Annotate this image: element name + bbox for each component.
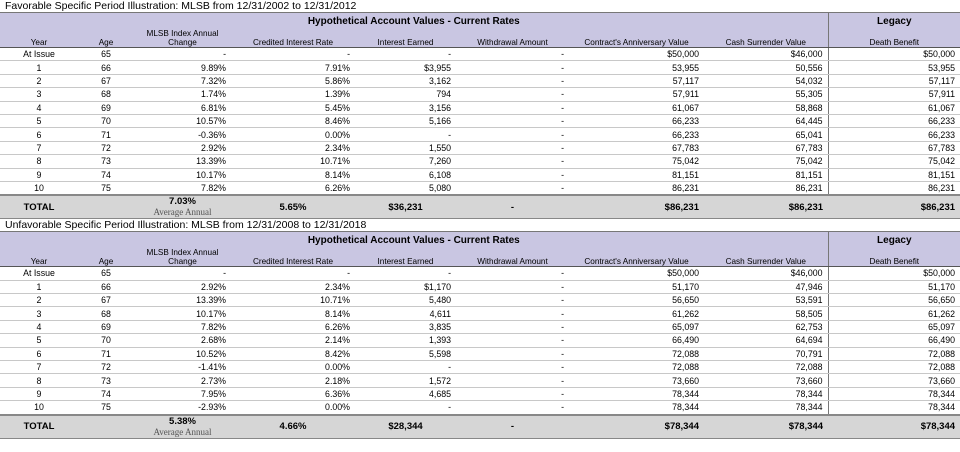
cell-age: 71 xyxy=(78,128,134,141)
illustration-section xyxy=(0,219,960,438)
cell-anniversary-value: 67,783 xyxy=(569,141,704,154)
cell-anniversary-value: $50,000 xyxy=(569,267,704,280)
col-header-index-change: MLSB Index Annual Change xyxy=(134,30,231,48)
total-cash-surrender: $78,344 xyxy=(704,415,828,439)
cell-anniversary-value: 78,344 xyxy=(569,401,704,415)
cell-cash-surrender: 81,151 xyxy=(704,168,828,181)
cell-withdrawal: - xyxy=(456,168,569,181)
cell-withdrawal: - xyxy=(456,347,569,360)
cell-index-change: 7.82% xyxy=(134,320,231,333)
cell-interest-earned: - xyxy=(355,267,456,280)
cell-interest-earned: 3,835 xyxy=(355,320,456,333)
total-anniversary-value: $78,344 xyxy=(569,415,704,439)
cell-death-benefit: $50,000 xyxy=(828,267,960,280)
illustration-table xyxy=(0,231,960,438)
cell-cash-surrender: $46,000 xyxy=(704,267,828,280)
cell-credited-rate: 8.46% xyxy=(231,114,355,127)
cell-age: 68 xyxy=(78,307,134,320)
cell-credited-rate: 6.36% xyxy=(231,387,355,400)
cell-credited-rate: 7.91% xyxy=(231,61,355,74)
group-header: Hypothetical Account Values - Current Rates xyxy=(0,232,828,250)
cell-anniversary-value: 61,262 xyxy=(569,307,704,320)
cell-credited-rate: - xyxy=(231,267,355,280)
cell-index-change: 7.32% xyxy=(134,74,231,87)
cell-interest-earned: - xyxy=(355,128,456,141)
cell-anniversary-value: 57,117 xyxy=(569,74,704,87)
cell-withdrawal: - xyxy=(456,74,569,87)
cell-cash-surrender: 78,344 xyxy=(704,387,828,400)
cell-anniversary-value: 75,042 xyxy=(569,155,704,168)
cell-index-change: 7.82% xyxy=(134,181,231,195)
cell-interest-earned: 1,550 xyxy=(355,141,456,154)
table-row xyxy=(0,401,960,415)
cell-index-change: -0.36% xyxy=(134,128,231,141)
col-header-interest-earned: Interest Earned xyxy=(355,30,456,48)
cell-index-change: -2.93% xyxy=(134,401,231,415)
total-death-benefit: $86,231 xyxy=(828,195,960,219)
cell-year: At Issue xyxy=(0,267,78,280)
total-withdrawal: - xyxy=(456,415,569,439)
table-row xyxy=(0,320,960,333)
table-row xyxy=(0,155,960,168)
cell-anniversary-value: 72,088 xyxy=(569,347,704,360)
col-header-interest-earned: Interest Earned xyxy=(355,249,456,267)
col-header-withdrawal: Withdrawal Amount xyxy=(456,249,569,267)
cell-year: 5 xyxy=(0,334,78,347)
cell-year: 9 xyxy=(0,387,78,400)
table-row xyxy=(0,74,960,87)
cell-age: 70 xyxy=(78,334,134,347)
total-credited-rate: 5.65% xyxy=(231,195,355,219)
cell-withdrawal: - xyxy=(456,280,569,293)
cell-age: 73 xyxy=(78,155,134,168)
cell-anniversary-value: 66,490 xyxy=(569,334,704,347)
cell-death-benefit: 73,660 xyxy=(828,374,960,387)
cell-death-benefit: 86,231 xyxy=(828,181,960,195)
cell-age: 75 xyxy=(78,181,134,195)
cell-interest-earned: 4,685 xyxy=(355,387,456,400)
cell-credited-rate: 0.00% xyxy=(231,361,355,374)
cell-death-benefit: 72,088 xyxy=(828,347,960,360)
cell-death-benefit: 66,233 xyxy=(828,114,960,127)
table-row xyxy=(0,128,960,141)
cell-cash-surrender: 55,305 xyxy=(704,88,828,101)
total-withdrawal: - xyxy=(456,195,569,219)
cell-death-benefit: 56,650 xyxy=(828,294,960,307)
total-index-value: 7.03% xyxy=(169,196,196,208)
table-row xyxy=(0,101,960,114)
group-header: Hypothetical Account Values - Current Rates xyxy=(0,13,828,31)
table-row xyxy=(0,181,960,195)
cell-index-change: 2.92% xyxy=(134,280,231,293)
cell-index-change: 7.95% xyxy=(134,387,231,400)
cell-death-benefit: 72,088 xyxy=(828,361,960,374)
total-index-value: 5.38% xyxy=(169,415,196,427)
cell-cash-surrender: 58,505 xyxy=(704,307,828,320)
col-header-anniversary-value: Contract's Anniversary Value xyxy=(569,249,704,267)
cell-cash-surrender: 64,694 xyxy=(704,334,828,347)
cell-interest-earned: 3,156 xyxy=(355,101,456,114)
cell-interest-earned: 5,080 xyxy=(355,181,456,195)
cell-credited-rate: 2.34% xyxy=(231,141,355,154)
cell-index-change: - xyxy=(134,48,231,61)
cell-credited-rate: 5.86% xyxy=(231,74,355,87)
table-row xyxy=(0,294,960,307)
cell-death-benefit: 66,233 xyxy=(828,128,960,141)
cell-withdrawal: - xyxy=(456,267,569,280)
col-header-year: Year xyxy=(0,249,78,267)
illustration-table xyxy=(0,12,960,219)
cell-year: 8 xyxy=(0,374,78,387)
cell-age: 72 xyxy=(78,141,134,154)
cell-cash-surrender: 64,445 xyxy=(704,114,828,127)
cell-cash-surrender: 58,868 xyxy=(704,101,828,114)
cell-year: At Issue xyxy=(0,48,78,61)
cell-index-change: 2.73% xyxy=(134,374,231,387)
cell-interest-earned: 4,611 xyxy=(355,307,456,320)
cell-credited-rate: 2.14% xyxy=(231,334,355,347)
col-header-year: Year xyxy=(0,30,78,48)
cell-index-change: 1.74% xyxy=(134,88,231,101)
legacy-header: Legacy xyxy=(828,13,960,31)
cell-year: 1 xyxy=(0,280,78,293)
cell-anniversary-value: 72,088 xyxy=(569,361,704,374)
table-row xyxy=(0,347,960,360)
cell-withdrawal: - xyxy=(456,294,569,307)
cell-index-change: 2.92% xyxy=(134,141,231,154)
cell-interest-earned: - xyxy=(355,361,456,374)
cell-cash-surrender: 72,088 xyxy=(704,361,828,374)
cell-year: 2 xyxy=(0,294,78,307)
cell-year: 7 xyxy=(0,141,78,154)
cell-death-benefit: 75,042 xyxy=(828,155,960,168)
cell-anniversary-value: 53,955 xyxy=(569,61,704,74)
col-header-credited-rate: Credited Interest Rate xyxy=(231,249,355,267)
cell-cash-surrender: 65,041 xyxy=(704,128,828,141)
cell-year: 10 xyxy=(0,401,78,415)
cell-age: 66 xyxy=(78,61,134,74)
cell-withdrawal: - xyxy=(456,101,569,114)
cell-anniversary-value: 61,067 xyxy=(569,101,704,114)
cell-credited-rate: 8.14% xyxy=(231,307,355,320)
cell-interest-earned: 5,598 xyxy=(355,347,456,360)
cell-death-benefit: 61,262 xyxy=(828,307,960,320)
cell-withdrawal: - xyxy=(456,307,569,320)
cell-age: 74 xyxy=(78,168,134,181)
cell-withdrawal: - xyxy=(456,128,569,141)
cell-credited-rate: 0.00% xyxy=(231,401,355,415)
cell-credited-rate: 0.00% xyxy=(231,128,355,141)
cell-withdrawal: - xyxy=(456,374,569,387)
cell-anniversary-value: 56,650 xyxy=(569,294,704,307)
total-death-benefit: $78,344 xyxy=(828,415,960,439)
cell-age: 74 xyxy=(78,387,134,400)
cell-credited-rate: - xyxy=(231,48,355,61)
cell-year: 4 xyxy=(0,101,78,114)
cell-cash-surrender: 47,946 xyxy=(704,280,828,293)
cell-credited-rate: 5.45% xyxy=(231,101,355,114)
cell-age: 73 xyxy=(78,374,134,387)
cell-cash-surrender: 73,660 xyxy=(704,374,828,387)
cell-index-change: - xyxy=(134,267,231,280)
cell-interest-earned: 5,166 xyxy=(355,114,456,127)
cell-index-change: 2.68% xyxy=(134,334,231,347)
cell-death-benefit: 66,490 xyxy=(828,334,960,347)
table-row xyxy=(0,61,960,74)
cell-age: 70 xyxy=(78,114,134,127)
col-header-withdrawal: Withdrawal Amount xyxy=(456,30,569,48)
cell-credited-rate: 1.39% xyxy=(231,88,355,101)
cell-death-benefit: 67,783 xyxy=(828,141,960,154)
cell-credited-rate: 6.26% xyxy=(231,320,355,333)
cell-age: 72 xyxy=(78,361,134,374)
section-title: Favorable Specific Period Illustration: MLSB from 12/31/2002 to 12/31/2012 xyxy=(5,0,357,12)
col-header-index-change: MLSB Index Annual Change xyxy=(134,249,231,267)
cell-death-benefit: 57,911 xyxy=(828,88,960,101)
cell-cash-surrender: 75,042 xyxy=(704,155,828,168)
total-age xyxy=(78,195,134,219)
col-header-cash-surrender: Cash Surrender Value xyxy=(704,30,828,48)
total-index-sub: Average Annual xyxy=(153,426,212,437)
cell-year: 5 xyxy=(0,114,78,127)
cell-index-change: -1.41% xyxy=(134,361,231,374)
cell-index-change: 10.17% xyxy=(134,307,231,320)
cell-interest-earned: 794 xyxy=(355,88,456,101)
cell-age: 68 xyxy=(78,88,134,101)
cell-death-benefit: 61,067 xyxy=(828,101,960,114)
cell-withdrawal: - xyxy=(456,181,569,195)
cell-interest-earned: - xyxy=(355,48,456,61)
cell-index-change: 13.39% xyxy=(134,155,231,168)
cell-index-change: 6.81% xyxy=(134,101,231,114)
cell-index-change: 13.39% xyxy=(134,294,231,307)
col-header-death-benefit: Death Benefit xyxy=(828,249,960,267)
cell-year: 3 xyxy=(0,88,78,101)
table-row xyxy=(0,307,960,320)
col-header-anniversary-value: Contract's Anniversary Value xyxy=(569,30,704,48)
cell-withdrawal: - xyxy=(456,141,569,154)
cell-withdrawal: - xyxy=(456,334,569,347)
total-index-change xyxy=(134,415,231,439)
table-row xyxy=(0,48,960,61)
total-interest-earned: $28,344 xyxy=(355,415,456,439)
table-row xyxy=(0,361,960,374)
total-cash-surrender: $86,231 xyxy=(704,195,828,219)
col-header-death-benefit: Death Benefit xyxy=(828,30,960,48)
cell-year: 1 xyxy=(0,61,78,74)
cell-index-change: 10.17% xyxy=(134,168,231,181)
cell-withdrawal: - xyxy=(456,320,569,333)
cell-death-benefit: 78,344 xyxy=(828,401,960,415)
cell-anniversary-value: 66,233 xyxy=(569,114,704,127)
cell-anniversary-value: 73,660 xyxy=(569,374,704,387)
cell-age: 67 xyxy=(78,74,134,87)
cell-interest-earned: 6,108 xyxy=(355,168,456,181)
cell-age: 69 xyxy=(78,320,134,333)
table-row xyxy=(0,114,960,127)
cell-credited-rate: 2.18% xyxy=(231,374,355,387)
col-header-credited-rate: Credited Interest Rate xyxy=(231,30,355,48)
total-row xyxy=(0,415,960,439)
cell-credited-rate: 6.26% xyxy=(231,181,355,195)
cell-age: 66 xyxy=(78,280,134,293)
total-anniversary-value: $86,231 xyxy=(569,195,704,219)
table-row xyxy=(0,168,960,181)
cell-death-benefit: $50,000 xyxy=(828,48,960,61)
cell-year: 4 xyxy=(0,320,78,333)
total-index-sub: Average Annual xyxy=(153,207,212,218)
cell-anniversary-value: 78,344 xyxy=(569,387,704,400)
cell-interest-earned: 7,260 xyxy=(355,155,456,168)
col-header-age: Age xyxy=(78,30,134,48)
cell-death-benefit: 78,344 xyxy=(828,387,960,400)
table-row xyxy=(0,387,960,400)
cell-cash-surrender: 70,791 xyxy=(704,347,828,360)
cell-interest-earned: 1,393 xyxy=(355,334,456,347)
cell-year: 7 xyxy=(0,361,78,374)
total-credited-rate: 4.66% xyxy=(231,415,355,439)
cell-interest-earned: 5,480 xyxy=(355,294,456,307)
cell-cash-surrender: 86,231 xyxy=(704,181,828,195)
cell-withdrawal: - xyxy=(456,361,569,374)
cell-year: 2 xyxy=(0,74,78,87)
total-interest-earned: $36,231 xyxy=(355,195,456,219)
cell-credited-rate: 2.34% xyxy=(231,280,355,293)
cell-cash-surrender: 62,753 xyxy=(704,320,828,333)
total-index-change xyxy=(134,195,231,219)
col-header-cash-surrender: Cash Surrender Value xyxy=(704,249,828,267)
cell-withdrawal: - xyxy=(456,61,569,74)
cell-cash-surrender: 54,032 xyxy=(704,74,828,87)
cell-year: 8 xyxy=(0,155,78,168)
cell-credited-rate: 8.14% xyxy=(231,168,355,181)
cell-age: 69 xyxy=(78,101,134,114)
cell-credited-rate: 10.71% xyxy=(231,294,355,307)
table-row xyxy=(0,334,960,347)
cell-cash-surrender: 67,783 xyxy=(704,141,828,154)
cell-anniversary-value: 81,151 xyxy=(569,168,704,181)
cell-anniversary-value: 57,911 xyxy=(569,88,704,101)
cell-index-change: 10.57% xyxy=(134,114,231,127)
cell-interest-earned: 3,162 xyxy=(355,74,456,87)
cell-cash-surrender: 53,591 xyxy=(704,294,828,307)
cell-age: 71 xyxy=(78,347,134,360)
total-age xyxy=(78,415,134,439)
cell-anniversary-value: 65,097 xyxy=(569,320,704,333)
table-row xyxy=(0,141,960,154)
total-label: TOTAL xyxy=(0,415,78,439)
table-body xyxy=(0,267,960,415)
cell-year: 9 xyxy=(0,168,78,181)
cell-withdrawal: - xyxy=(456,387,569,400)
cell-year: 6 xyxy=(0,347,78,360)
cell-interest-earned: 1,572 xyxy=(355,374,456,387)
total-row xyxy=(0,195,960,219)
cell-age: 65 xyxy=(78,267,134,280)
col-header-age: Age xyxy=(78,249,134,267)
cell-withdrawal: - xyxy=(456,155,569,168)
table-row xyxy=(0,88,960,101)
total-label: TOTAL xyxy=(0,195,78,219)
cell-cash-surrender: 50,556 xyxy=(704,61,828,74)
table-body xyxy=(0,48,960,196)
cell-credited-rate: 10.71% xyxy=(231,155,355,168)
cell-withdrawal: - xyxy=(456,48,569,61)
cell-anniversary-value: $50,000 xyxy=(569,48,704,61)
cell-age: 65 xyxy=(78,48,134,61)
cell-age: 67 xyxy=(78,294,134,307)
cell-age: 75 xyxy=(78,401,134,415)
table-row xyxy=(0,267,960,280)
section-title: Unfavorable Specific Period Illustration: MLSB from 12/31/2008 to 12/31/2018 xyxy=(5,219,367,232)
cell-year: 6 xyxy=(0,128,78,141)
cell-credited-rate: 8.42% xyxy=(231,347,355,360)
cell-year: 3 xyxy=(0,307,78,320)
cell-anniversary-value: 86,231 xyxy=(569,181,704,195)
cell-death-benefit: 57,117 xyxy=(828,74,960,87)
cell-death-benefit: 53,955 xyxy=(828,61,960,74)
cell-death-benefit: 81,151 xyxy=(828,168,960,181)
table-row xyxy=(0,374,960,387)
cell-interest-earned: $3,955 xyxy=(355,61,456,74)
cell-cash-surrender: $46,000 xyxy=(704,48,828,61)
cell-withdrawal: - xyxy=(456,401,569,415)
cell-year: 10 xyxy=(0,181,78,195)
cell-anniversary-value: 51,170 xyxy=(569,280,704,293)
cell-interest-earned: - xyxy=(355,401,456,415)
cell-anniversary-value: 66,233 xyxy=(569,128,704,141)
cell-withdrawal: - xyxy=(456,114,569,127)
cell-cash-surrender: 78,344 xyxy=(704,401,828,415)
cell-index-change: 10.52% xyxy=(134,347,231,360)
cell-index-change: 9.89% xyxy=(134,61,231,74)
illustration-section xyxy=(0,0,960,219)
table-row xyxy=(0,280,960,293)
cell-interest-earned: $1,170 xyxy=(355,280,456,293)
legacy-header: Legacy xyxy=(828,232,960,250)
cell-withdrawal: - xyxy=(456,88,569,101)
cell-death-benefit: 65,097 xyxy=(828,320,960,333)
cell-death-benefit: 51,170 xyxy=(828,280,960,293)
